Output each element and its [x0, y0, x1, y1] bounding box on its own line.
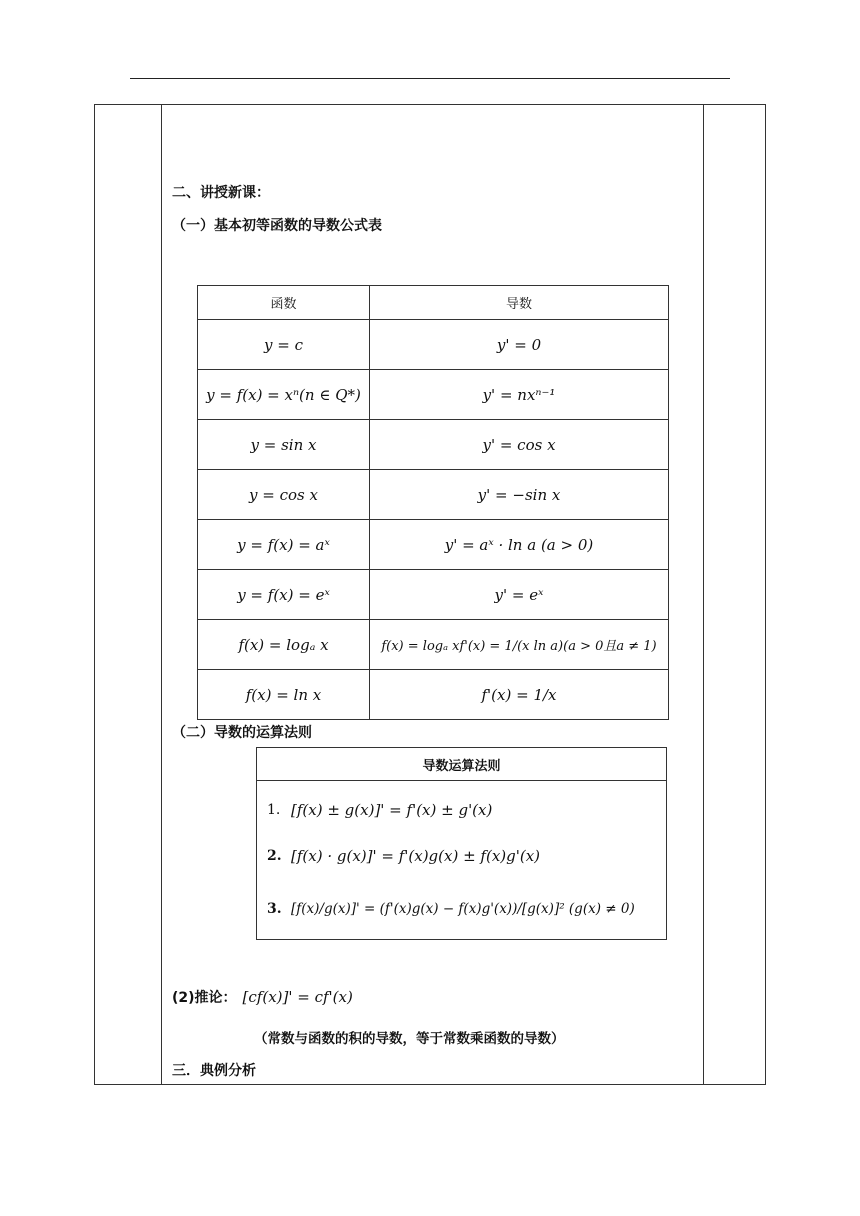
table-row: [198, 670, 669, 720]
table-row: [198, 620, 669, 670]
derivative-cell: y' = −sin x: [370, 470, 669, 520]
table-row: [198, 320, 669, 370]
rules-cell: [257, 781, 667, 940]
rule-number: 1.: [267, 802, 281, 818]
subheading-operation-rules: （二）导数的运算法则: [172, 725, 312, 741]
rule-item: [267, 787, 656, 833]
derivative-cell: y' = 0: [370, 320, 669, 370]
header-derivative: 导数: [370, 286, 669, 320]
derivative-cell: y' = aˣ · ln a (a > 0): [370, 520, 669, 570]
header-rule: [130, 78, 730, 79]
table-row: [198, 520, 669, 570]
derivative-cell: y' = nxⁿ⁻¹: [370, 370, 669, 420]
rules-header: 导数运算法则: [257, 748, 667, 781]
derivative-formula-table: [197, 285, 669, 720]
corollary-label: (2)推论：: [172, 990, 237, 1006]
frame-divider-left: [161, 104, 162, 1085]
rule-number: 2.: [267, 848, 282, 864]
function-cell: f(x) = ln x: [198, 670, 370, 720]
derivative-cell: y' = cos x: [370, 420, 669, 470]
derivative-cell: f'(x) = 1/x: [370, 670, 669, 720]
function-cell: f(x) = logₐ x: [198, 620, 370, 670]
corollary: [172, 987, 353, 1007]
rules-body-row: [257, 781, 667, 940]
table-header-row: [198, 286, 669, 320]
rule-formula: [f(x) ± g(x)]' = f'(x) ± g'(x): [291, 801, 493, 819]
frame-divider-right: [703, 104, 704, 1085]
derivative-cell: f(x) = logₐ xf'(x) = 1/(x ln a)(a > 0且a ≠ 1): [370, 620, 669, 670]
function-cell: y = c: [198, 320, 370, 370]
function-cell: y = f(x) = eˣ: [198, 570, 370, 620]
table-row: [198, 470, 669, 520]
function-cell: y = cos x: [198, 470, 370, 520]
rule-formula: [f(x)/g(x)]' = (f'(x)g(x) − f(x)g'(x))/[g(x)]² (g(x) ≠ 0): [291, 901, 635, 917]
section-heading-teaching: 二、讲授新课：: [172, 185, 270, 201]
table-row: [198, 370, 669, 420]
corollary-formula: [cf(x)]' = cf'(x): [242, 988, 353, 1006]
subheading-formula-table: （一）基本初等函数的导数公式表: [172, 218, 382, 234]
derivative-cell: y' = eˣ: [370, 570, 669, 620]
function-cell: y = sin x: [198, 420, 370, 470]
derivative-rules-table: [256, 747, 667, 940]
rule-item: [267, 833, 656, 879]
function-cell: y = f(x) = xⁿ(n ∈ Q*): [198, 370, 370, 420]
rule-item: [267, 879, 656, 939]
section-heading-examples: 三．典例分析: [172, 1063, 256, 1079]
function-cell: y = f(x) = aˣ: [198, 520, 370, 570]
corollary-note: （常数与函数的积的导数，等于常数乘函数的导数）: [254, 1031, 565, 1047]
rule-formula: [f(x) · g(x)]' = f'(x)g(x) ± f(x)g'(x): [291, 847, 541, 865]
header-function: 函数: [198, 286, 370, 320]
table-row: [198, 570, 669, 620]
rule-number: 3.: [267, 901, 282, 917]
table-row: [198, 420, 669, 470]
rules-header-row: [257, 748, 667, 781]
